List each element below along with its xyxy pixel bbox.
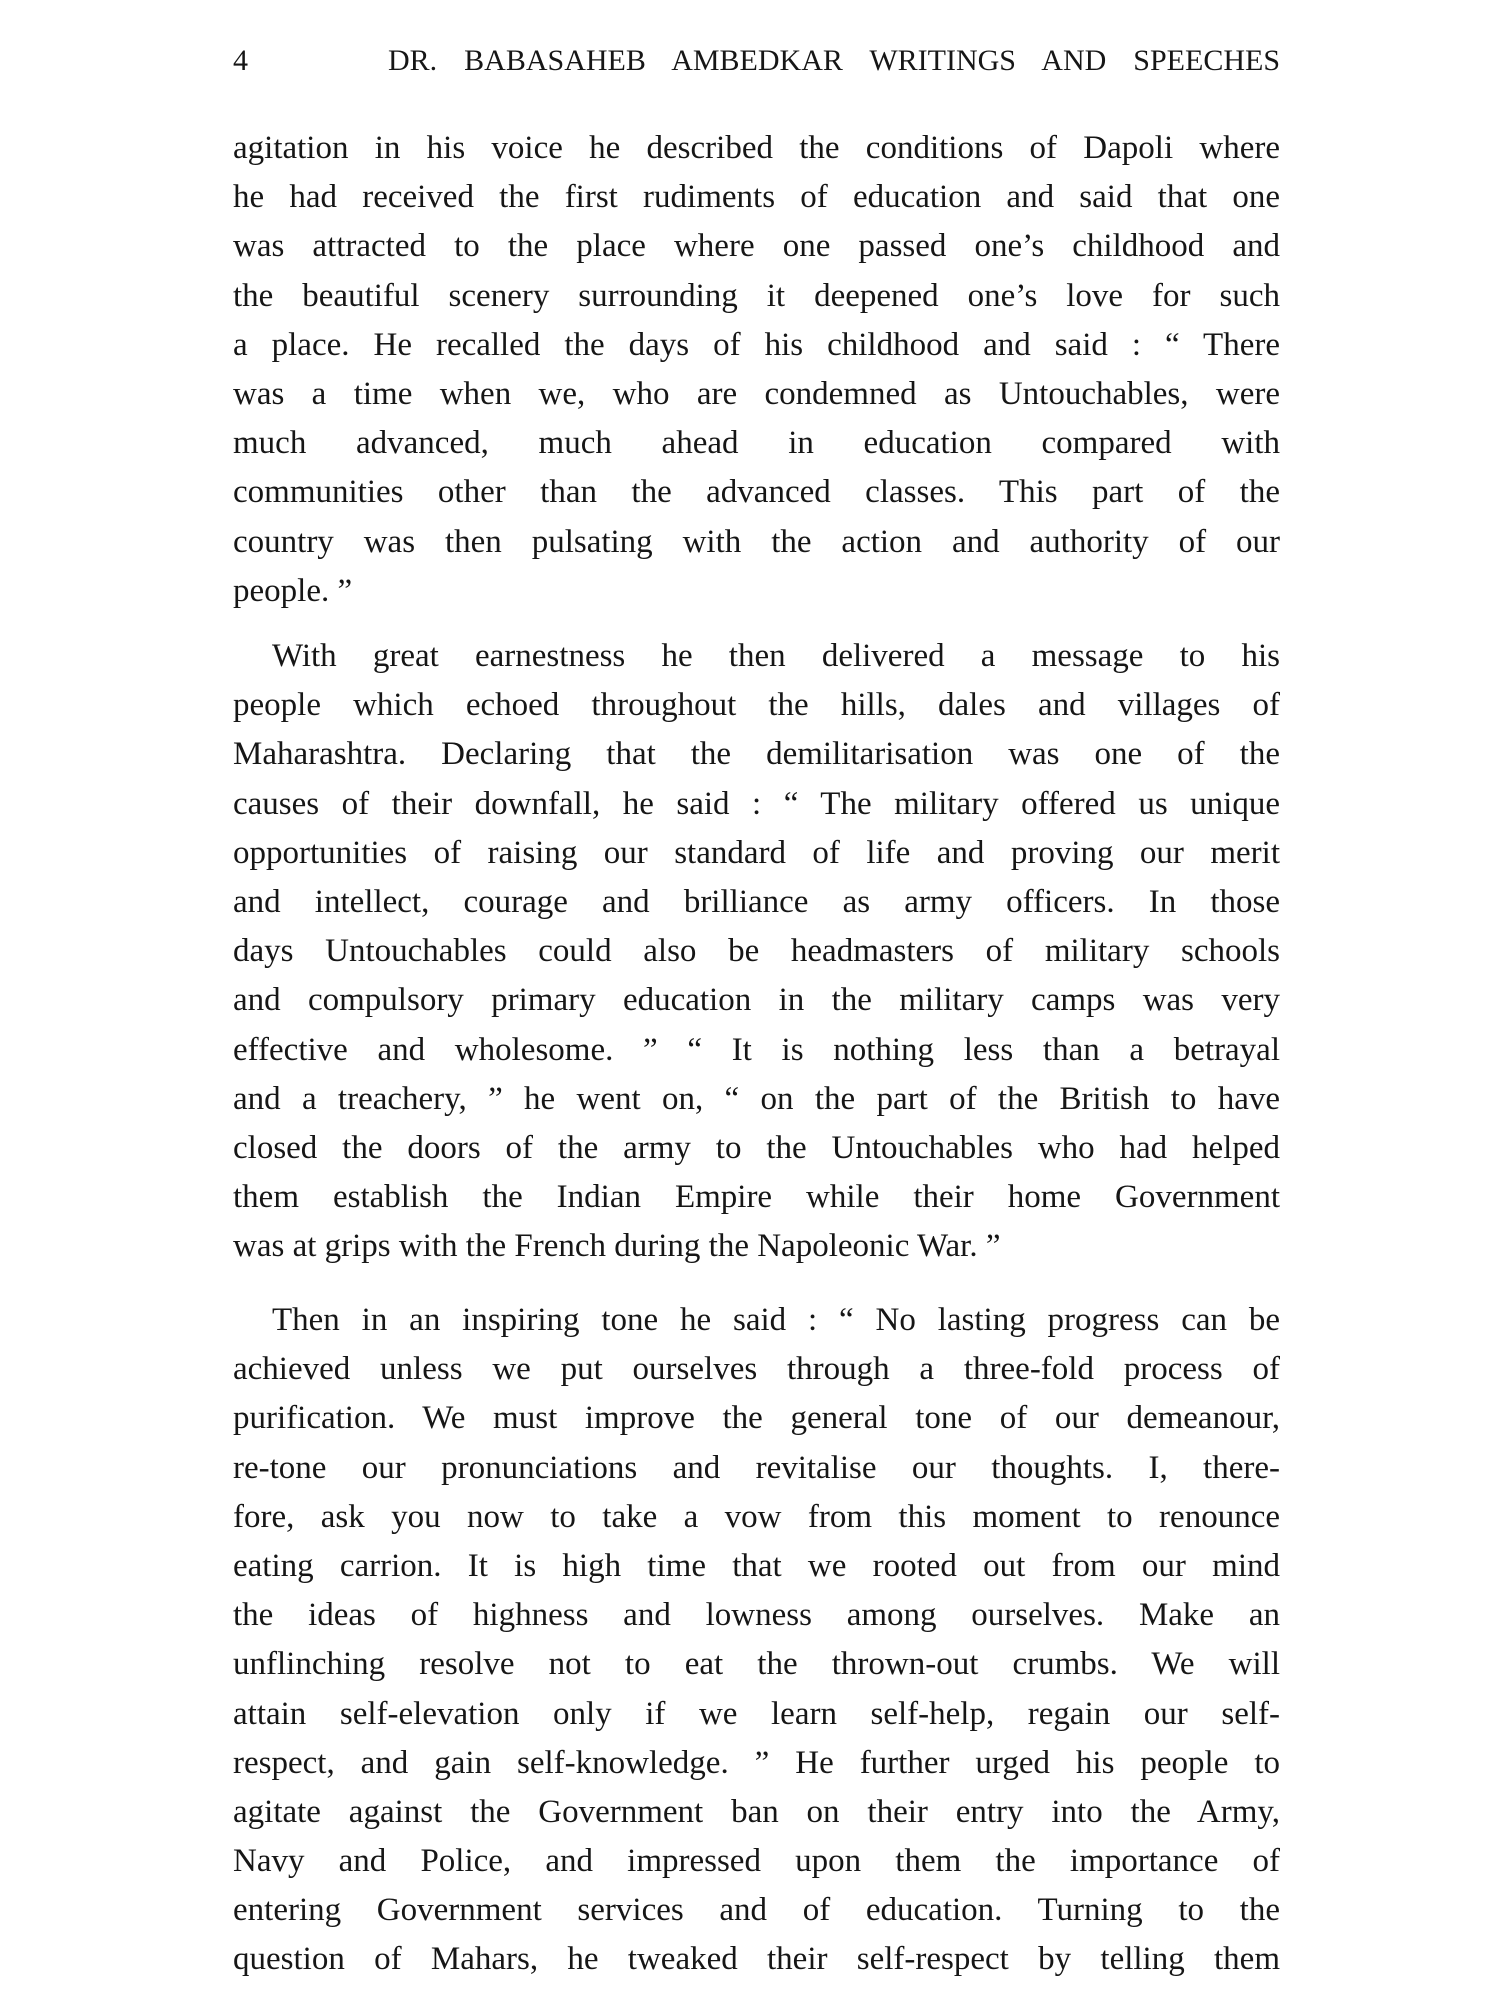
text-line: was a time when we, who are condemned as Untouchables, were	[233, 375, 1280, 412]
text-line: opportunities of raising our standard of life and proving our merit	[233, 834, 1280, 871]
running-title: DR. BABASAHEB AMBEDKAR WRITINGS AND SPEECHES	[388, 44, 1280, 77]
text-line: and compulsory primary education in the military camps was very	[233, 982, 1280, 1019]
text-line: days Untouchables could also be headmasters of military schools	[233, 933, 1280, 970]
text-line: agitate against the Government ban on their entry into the Army,	[233, 1793, 1280, 1830]
paragraph-2	[233, 632, 1280, 1271]
text-line: eating carrion. It is high time that we rooted out from our mind	[233, 1547, 1280, 1584]
text-line: them establish the Indian Empire while their home Government	[233, 1179, 1280, 1216]
text-line: question of Mahars, he tweaked their self-respect by telling them	[233, 1941, 1280, 1978]
text-line: and a treachery, ” he went on, “ on the part of the British to have	[233, 1080, 1280, 1117]
text-line: attain self-elevation only if we learn self-help, regain our self-	[233, 1695, 1280, 1732]
page-number: 4	[233, 44, 248, 77]
text-line: re-tone our pronunciations and revitalise our thoughts. I, there-	[233, 1449, 1280, 1486]
text-line: the beautiful scenery surrounding it deepened one’s love for such	[233, 277, 1280, 314]
text-line: people which echoed throughout the hills, dales and villages of	[233, 687, 1280, 724]
text-line: Navy and Police, and impressed upon them the importance of	[233, 1843, 1280, 1880]
text-line: respect, and gain self-knowledge. ” He further urged his people to	[233, 1744, 1280, 1781]
text-line: a place. He recalled the days of his childhood and said : “ There	[233, 326, 1280, 363]
text-line: effective and wholesome. ” “ It is nothing less than a betrayal	[233, 1031, 1280, 1068]
text-line: he had received the first rudiments of education and said that one	[233, 179, 1280, 216]
text-line: much advanced, much ahead in education compared with	[233, 425, 1280, 462]
text-line: communities other than the advanced classes. This part of the	[233, 474, 1280, 511]
paragraph-3	[233, 1296, 1280, 1985]
paragraph-1	[233, 124, 1280, 616]
text-line: the ideas of highness and lowness among ourselves. Make an	[233, 1597, 1280, 1634]
text-line: closed the doors of the army to the Untouchables who had helped	[233, 1129, 1280, 1166]
text-line: entering Government services and of education. Turning to the	[233, 1892, 1280, 1929]
text-line: and intellect, courage and brilliance as army officers. In those	[233, 883, 1280, 920]
text-line: causes of their downfall, he said : “ The military offered us unique	[233, 785, 1280, 822]
text-line: achieved unless we put ourselves through a three-fold process of	[233, 1351, 1280, 1388]
text-line: Maharashtra. Declaring that the demilitarisation was one of the	[233, 736, 1280, 773]
text-line: people. ”	[233, 572, 353, 609]
text-line: was attracted to the place where one passed one’s childhood and	[233, 228, 1280, 265]
text-line: With great earnestness he then delivered a message to his	[272, 638, 1280, 674]
text-line: purification. We must improve the general tone of our demeanour,	[233, 1400, 1280, 1437]
text-line: unflinching resolve not to eat the thrown-out crumbs. We will	[233, 1646, 1280, 1683]
text-line: Then in an inspiring tone he said : “ No lasting progress can be	[272, 1302, 1280, 1338]
text-line: agitation in his voice he described the conditions of Dapoli where	[233, 130, 1280, 166]
text-line: country was then pulsating with the action and authority of our	[233, 523, 1280, 560]
text-line: fore, ask you now to take a vow from this moment to renounce	[233, 1498, 1280, 1535]
text-line: was at grips with the French during the Napoleonic War. ”	[233, 1228, 1001, 1265]
